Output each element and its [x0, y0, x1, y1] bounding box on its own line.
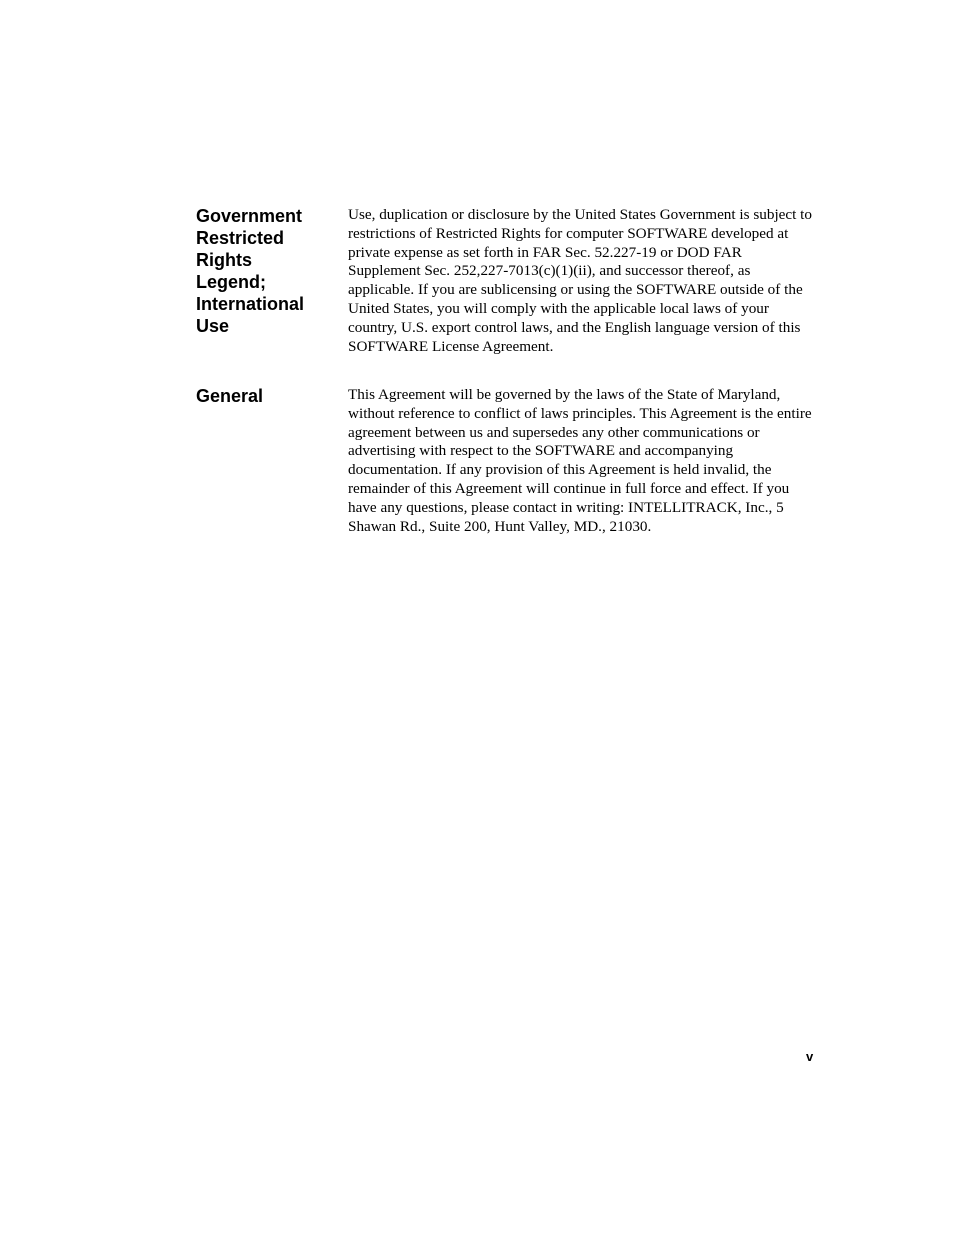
section-body: Use, duplication or disclosure by the United States Government is subject to restrictions of Restricted Rights for computer SOFTWARE developed at private expense as set forth in FAR Sec. 52.227-19 or DOD FAR Supplement Sec. 252,227-7013(c)(1)(ii), and successor thereof, as applicable. If you are sublicensing or using the SOFTWARE outside of the United States, you will comply with the applicable local laws of your country, U.S. export control laws, and the English language version of this SOFTWARE License Agreement. [348, 206, 812, 355]
section-heading: Government Restricted Rights Legend; International Use [196, 206, 305, 336]
page-number: v [806, 1049, 814, 1064]
section-body: This Agreement will be governed by the laws of the State of Maryland, without reference to conflict of laws principles. This Agreement is the entire agreement between us and supersedes any other communications or advertising with respect to the SOFTWARE and accompanying documentation. If any provision of this Agreement is held invalid, the remainder of this Agreement will continue in full force and effect. If you have any questions, please contact in writing: INTELLITRACK, Inc., 5 Shawan Rd., Suite 200, Hunt Valley, MD., 21030. [348, 386, 812, 535]
section-heading: General [196, 386, 264, 406]
